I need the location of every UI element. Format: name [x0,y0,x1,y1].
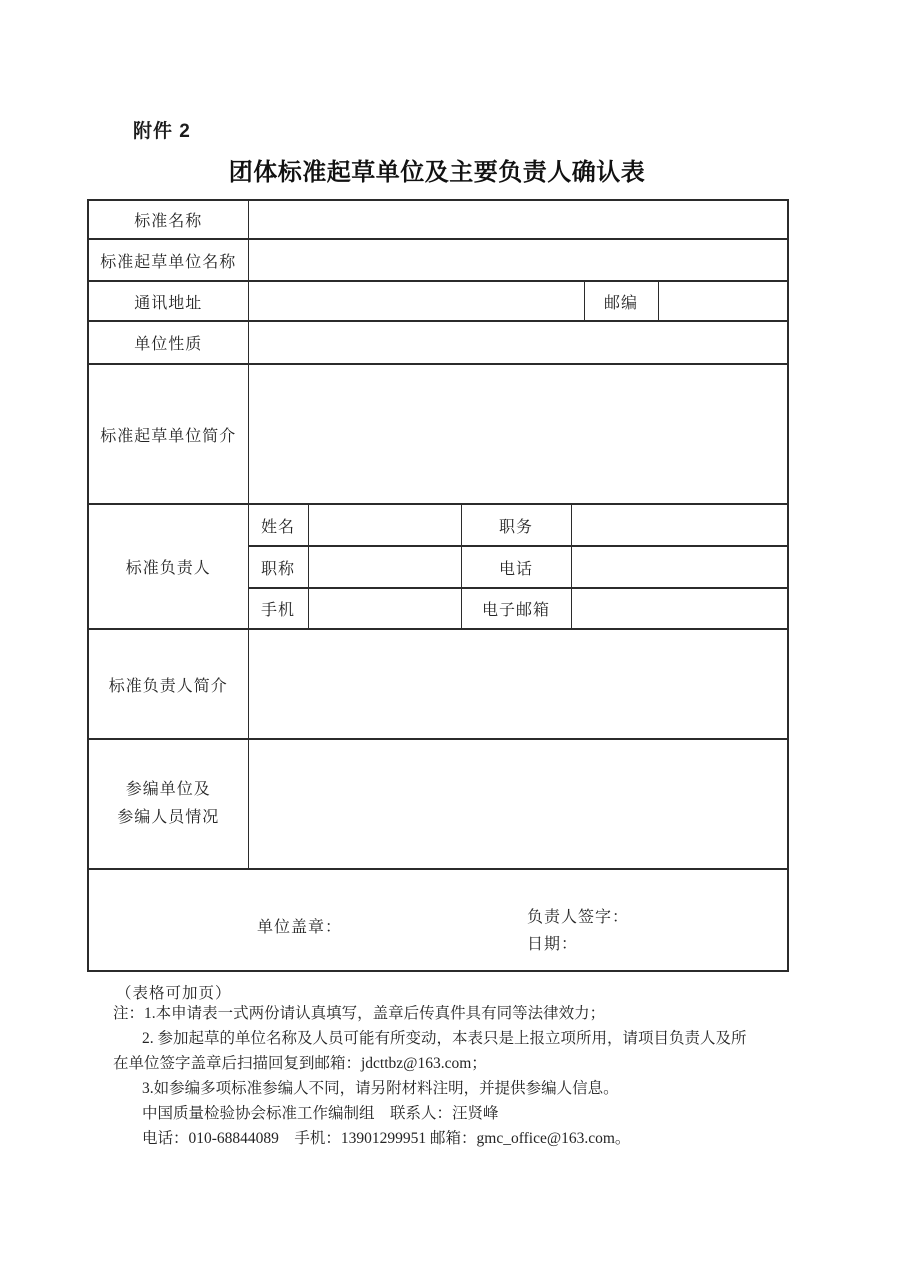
row-standard-name [88,200,788,239]
note-line-3: 在单位签字盖章后扫描回复到邮箱：jdcttbz@163.com； [113,1055,487,1072]
duty-label: 职务 [461,504,571,546]
phone-label: 电话 [461,546,571,588]
standard-name-value-cell [248,200,788,239]
notes-block [113,1001,803,1151]
mobile-value-cell [308,588,461,629]
participants-label-line2: 参编人员情况 [117,809,220,826]
row-drafting-unit [88,239,788,281]
prof-title-value-cell [308,546,461,588]
leader-label: 标准负责人 [88,504,248,629]
unit-nature-label: 单位性质 [88,321,248,364]
drafting-unit-value-cell [248,239,788,281]
leader-intro-label: 标准负责人简介 [88,629,248,739]
row-unit-nature [88,321,788,364]
note-line-5: 中国质量检验协会标准工作编制组 联系人：汪贤峰 [142,1105,499,1122]
row-participants [88,739,788,869]
address-value-cell [248,281,584,321]
email-value-cell [571,588,788,629]
participants-label-line1: 参编单位及 [125,781,211,798]
row-unit-intro [88,364,788,504]
signature-cell [88,869,788,971]
note-line-4: 3.如参编多项标准参编人不同，请另附材料注明，并提供参编人信息。 [142,1080,619,1097]
note-line-6: 电话：010-68844089 手机：13901299951 邮箱：gmc_office@163.com。 [142,1130,631,1147]
drafting-unit-label: 标准起草单位名称 [88,239,248,281]
signature-block [527,904,629,958]
row-leader-intro [88,629,788,739]
unit-nature-value-cell [248,321,788,364]
standard-name-label: 标准名称 [88,200,248,239]
address-label: 通讯地址 [88,281,248,321]
mobile-label: 手机 [248,588,308,629]
email-label: 电子邮箱 [461,588,571,629]
leader-signature-label: 负责人签字： [527,909,630,926]
row-leader-name-duty [88,504,788,546]
note-line-2: 2. 参加起草的单位名称及人员可能有所变动，本表只是上报立项所用，请项目负责人及所 [142,1030,747,1047]
participants-value-cell [248,739,788,869]
duty-value-cell [571,504,788,546]
unit-intro-value-cell [248,364,788,504]
unit-seal-label: 单位盖章： [257,919,343,936]
confirmation-form-table [87,199,789,972]
postcode-value-cell [658,281,788,321]
participants-label [88,739,248,869]
note-line-1: 注：1.本申请表一式两份请认真填写，盖章后传真件具有同等法律效力； [113,1005,606,1022]
name-value-cell [308,504,461,546]
prof-title-label: 职称 [248,546,308,588]
page-title: 团体标准起草单位及主要负责人确认表 [228,160,646,186]
postcode-label: 邮编 [584,281,658,321]
row-address [88,281,788,321]
row-signature [88,869,788,971]
unit-intro-label: 标准起草单位简介 [88,364,248,504]
date-label: 日期： [527,936,579,953]
leader-intro-value-cell [248,629,788,739]
phone-value-cell [571,546,788,588]
attachment-label: 附件 2 [133,121,191,142]
name-label: 姓名 [248,504,308,546]
table-footnote: （表格可加页） [116,985,232,1002]
